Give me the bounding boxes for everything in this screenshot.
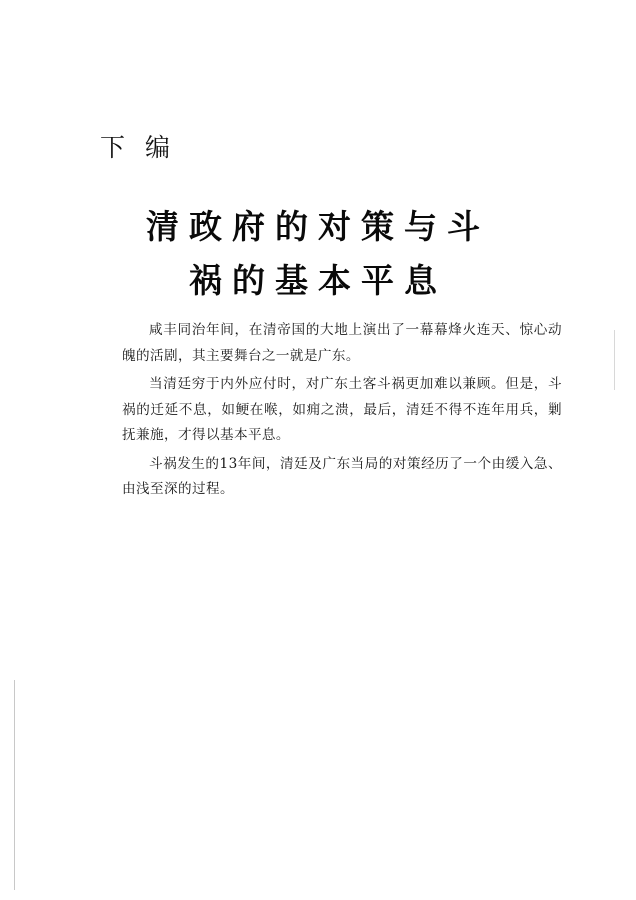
paragraph-2: 当清廷穷于内外应付时，对广东土客斗祸更加难以兼顾。但是，斗祸的迁延不息，如鲠在喉，如痈之溃，最后，清廷不得不连年用兵，剿抚兼施，才得以基本平息。 (122, 376, 562, 443)
scan-edge-line-right (614, 330, 615, 390)
part-label: 下编 (100, 133, 191, 162)
body-text (122, 318, 562, 506)
scan-edge-line-left (14, 680, 15, 890)
chapter-title-line-2: 祸的基本平息 (189, 261, 447, 300)
chapter-title-line-1: 清政府的对策与斗 (146, 207, 490, 246)
paragraph-3: 斗祸发生的13年间，清廷及广东当局的对策经历了一个由缓入急、由浅至深的过程。 (122, 455, 562, 497)
paragraph-1: 咸丰同治年间，在清帝国的大地上演出了一幕幕烽火连天、惊心动魄的活剧，其主要舞台之一就是广东。 (122, 322, 562, 364)
chapter-title (0, 200, 636, 308)
